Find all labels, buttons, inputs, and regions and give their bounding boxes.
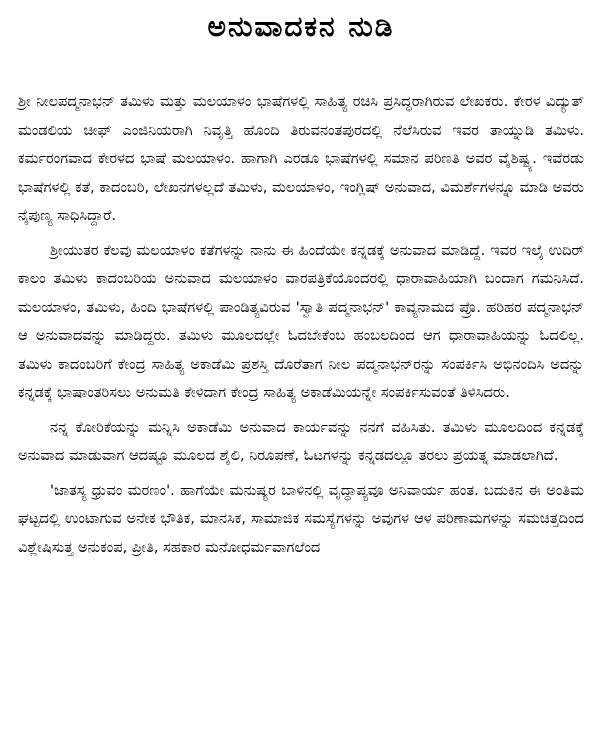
paragraph-3: ನನ್ನ ಕೋರಿಕೆಯನ್ನು ಮನ್ನಿಸಿ ಅಕಾಡೆಮಿ ಅನುವಾದ ಕಾರ್ಯವನ್ನು ನನಗೆ ವಹಿಸಿತು. ತಮಿಳು ಮೂಲದಿಂದ ಕನ್ನಡಕ್ಕೆ ಅನುವಾದ ಮಾಡುವಾಗ ಆದಷ್ಟೂ ಮೂಲದ ಶೈಲಿ, ನಿರೂಪಣೆ, ಓಟಗಳನ್ನು ಕನ್ನಡದಲ್ಲೂ ತರಲು ಪ್ರಯತ್ನ ಮಾಡಲಾಗಿದೆ. <box>18 418 584 464</box>
paragraph-2: ಶ್ರೀಯುತರ ಕೆಲವು ಮಲಯಾಳಂ ಕತೆಗಳನ್ನು ನಾನು ಈ ಹಿಂದೆಯೇ ಕನ್ನಡಕ್ಕೆ ಅನುವಾದ ಮಾಡಿದ್ದೆ. ಇವರ ಇಲೈ ಉದಿರ್ ಕಾಲಂ ತಮಿಳು ಕಾದಂಬರಿಯ ಅನುವಾದ ಮಲಯಾಳಂ ವಾರಪತ್ರಿಕೆಯೊಂದರಲ್ಲಿ ಧಾರಾವಾಹಿಯಾಗಿ ಬಂದಾಗ ಗಮನಿಸಿದೆ. ಮಲಯಾಳಂ, ತಮಿಳು, ಹಿಂದಿ ಭಾಷೆಗಳಲ್ಲಿ ಪಾಂಡಿತ್ಯವಿರುವ 'ಸ್ವಾತಿ ಪದ್ಮನಾಭನ್' ಕಾವ್ಯನಾಮದ ಪ್ರೊ. ಹರಿಹರ ಪದ್ಮನಾಭನ್ ಆ ಅನುವಾದವನ್ನು ಮಾಡಿದ್ದರು. ತಮಿಳು ಮೂಲದಲ್ಲೇ ಓದಬೇಕೆಂಬ ಹಂಬಲದಿಂದ ಆಗ ಧಾರಾವಾಹಿಯನ್ನು ಓದಲಿಲ್ಲ. ತಮಿಳು ಕಾದಂಬರಿಗೆ ಕೇಂದ್ರ ಸಾಹಿತ್ಯ ಅಕಾಡೆಮಿ ಪ್ರಶಸ್ತಿ ದೊರೆತಾಗ ನೀಲ ಪದ್ಮನಾಭನ್‌ರನ್ನು ಸಂಪರ್ಕಿಸಿ ಅಭಿನಂದಿಸಿ ಅದನ್ನು ಕನ್ನಡಕ್ಕೆ ಭಾಷಾಂತರಿಸಲು ಅನುಮತಿ ಕೇಳಿದಾಗ ಕೇಂದ್ರ ಸಾಹಿತ್ಯ ಅಕಾಡೆಮಿಯನ್ನೇ ಸಂಪರ್ಕಿಸುವಂತೆ ತಿಳಿಸಿದರು. <box>18 241 584 401</box>
paragraph-4: 'ಜಾತಸ್ಯ ಧ್ರುವಂ ಮರಣಂ'. ಹಾಗೆಯೇ ಮನುಷ್ಯರ ಬಾಳಿನಲ್ಲಿ ವೃದ್ಧಾಪ್ಯವೂ ಅನಿವಾರ್ಯ ಹಂತ. ಬದುಕಿನ ಈ ಅಂತಿಮ ಘಟ್ಟದಲ್ಲಿ ಉಂಟಾಗುವ ಅನೇಕ ಭೌತಿಕ, ಮಾನಸಿಕ, ಸಾಮಾಜಿಕ ಸಮಸ್ಯೆಗಳನ್ನು ಅವುಗಳ ಆಳ ಪರಿಣಾಮಗಳನ್ನು ಸಮಚಿತ್ತದಿಂದ ವಿಶ್ಲೇಷಿಸುತ್ತ ಅನುಕಂಪ, ಪ್ರೀತಿ, ಸಹಕಾರ ಮನೋಧರ್ಮವಾಗಲೆಂದ <box>18 481 584 556</box>
paragraph-1: ಶ್ರೀ ನೀಲಪದ್ಮನಾಭನ್ ತಮಿಳು ಮತ್ತು ಮಲಯಾಳಂ ಭಾಷೆಗಳಲ್ಲಿ ಸಾಹಿತ್ಯ ರಚಿಸಿ ಪ್ರಸಿದ್ಧರಾಗಿರುವ ಲೇಖಕರು. ಕೇರಳ ವಿದ್ಯುತ್ ಮಂಡಲಿಯ ಚೀಫ್ ಎಂಜಿನಿಯರಾಗಿ ನಿವೃತ್ತಿ ಹೊಂದಿ ತಿರುವನಂತಪುರದಲ್ಲಿ ನೆಲೆಸಿರುವ ಇವರ ತಾಯ್ನುಡಿ ತಮಿಳು. ಕರ್ಮರಂಗವಾದ ಕೇರಳದ ಭಾಷೆ ಮಲಯಾಳಂ. ಹಾಗಾಗಿ ಎರಡೂ ಭಾಷೆಗಳಲ್ಲಿ ಸಮಾನ ಪರಿಣತಿ ಅವರ ವೈಶಿಷ್ಟ್ಯ. ಇವೆರಡು ಭಾಷೆಗಳಲ್ಲಿ ಕತೆ, ಕಾದಂಬರಿ, ಲೇಖನಗಳಲ್ಲದೆ ತಮಿಳು, ಮಲಯಾಳಂ, ಇಂಗ್ಲಿಷ್ ಅನುವಾದ, ವಿಮರ್ಶೆಗಳನ್ನೂ ಮಾಡಿ ಅವರು ನೈಪುಣ್ಯ ಸಾಧಿಸಿದ್ದಾರೆ. <box>18 93 584 224</box>
page-title: ಅನುವಾದಕನ ನುಡಿ <box>207 10 395 43</box>
